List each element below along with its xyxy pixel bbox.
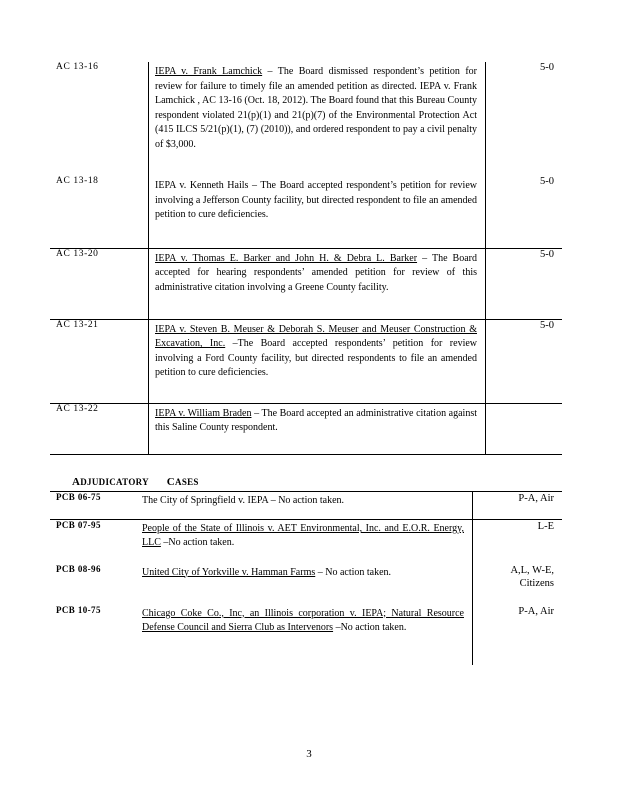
board-actions-table	[50, 62, 562, 455]
case-summary: – The Board accepted an administrative citation against this Saline County respondent.	[155, 407, 477, 434]
case-title: Chicago Coke Co., Inc, an Illinois corporation v. IEPA; Natural Resource Defense Council and Sierra Club as Intervenors	[142, 607, 464, 633]
result-line: P-A, Air	[518, 605, 554, 617]
section-heading-adjudicatory-cases	[72, 476, 199, 488]
table-row	[50, 520, 562, 564]
table-row	[50, 248, 562, 319]
case-title: IEPA v. Thomas E. Barker and John H. & Debra L. Barker	[155, 252, 418, 264]
case-title: IEPA v. Kenneth Hails	[155, 180, 249, 191]
table-row	[50, 492, 562, 520]
case-number: PCB 07-95	[56, 520, 101, 530]
case-summary: – The Board dismissed respondent’s petition for review for failure to timely file an amended petition as directed. IEPA v. Frank Lamchick , AC 13-16 (Oct. 18, 2012). The Board found that this Bureau County respondent violated 21(p)(1) and 21(p)(7) of the Environmental Protection Act (415 ILCS 5/21(p)(1), (7) (2010)), and ordered respondent to pay a civil penalty of $3,000.	[155, 66, 477, 150]
heading-rest: DJUDICATORY	[80, 477, 149, 487]
case-title: IEPA v. William Braden	[155, 407, 252, 419]
adjudicatory-cases-table	[50, 491, 562, 665]
case-summary: –No action taken.	[160, 537, 235, 549]
table-row	[50, 319, 562, 403]
case-number: AC 13-20	[50, 248, 149, 319]
table-row	[50, 403, 562, 454]
case-summary: –No action taken.	[333, 621, 407, 633]
case-summary: –The Board accepted respondents’ petition for review involving a Ford County facility, but directed respondents to file an amended petition to cure deficiencies.	[155, 338, 478, 379]
page-number: 3	[306, 748, 312, 760]
case-number: AC 13-22	[50, 403, 149, 454]
case-description	[136, 492, 473, 520]
heading-initial: C	[166, 476, 176, 488]
case-description	[149, 403, 486, 454]
case-result	[473, 520, 563, 564]
heading-rest: ASES	[175, 477, 199, 487]
case-result	[473, 605, 563, 665]
case-title: IEPA v. Steven B. Meuser & Deborah S. Meuser and Meuser Construction & Excavation, Inc.	[155, 323, 477, 350]
result-line: Citizens	[519, 578, 554, 590]
case-title: United City of Yorkville v. Hamman Farms	[142, 566, 316, 578]
case-number: PCB 08-96	[56, 563, 101, 574]
case-number: AC 13-21	[50, 319, 149, 403]
case-description	[136, 605, 473, 665]
case-title: IEPA v. Frank Lamchick	[155, 66, 263, 77]
result-line: P-A, Air	[518, 493, 554, 504]
case-summary: – The Board accepted for hearing respondents’ amended petition for review of this administrative citation involving a Greene County facility.	[155, 252, 477, 293]
case-description	[136, 520, 473, 564]
table-row	[50, 176, 562, 248]
result-line: A,L, W-E,	[510, 564, 554, 576]
case-number: AC 13-16	[56, 62, 99, 72]
heading-initial: A	[72, 476, 81, 488]
vote-tally	[486, 403, 563, 454]
vote-tally: 5-0	[486, 176, 563, 248]
case-summary: – No action taken.	[315, 566, 392, 578]
case-number: AC 13-18	[50, 176, 149, 248]
case-result	[473, 564, 563, 605]
vote-tally: 5-0	[486, 319, 563, 403]
case-title: People of the State of Illinois v. AET Environmental, Inc. and E.O.R. Energy, LLC	[142, 523, 464, 549]
result-line: L-E	[537, 521, 554, 532]
case-summary: – No action taken.	[268, 495, 345, 506]
vote-tally: 5-0	[486, 248, 563, 319]
case-description	[149, 319, 486, 403]
case-summary: – The Board accepted respondent’s petition for review involving a Jefferson County facility, but directed respondent to file an amended petition to cure deficiencies.	[155, 180, 477, 221]
table-row	[50, 62, 562, 176]
case-description	[149, 176, 486, 248]
table-row	[50, 605, 562, 665]
case-description	[149, 248, 486, 319]
case-description	[136, 564, 473, 605]
case-title: The City of Springfield v. IEPA	[142, 495, 269, 506]
case-number: PCB 06-75	[50, 492, 136, 520]
table-row	[50, 564, 562, 605]
case-number: PCB 10-75	[56, 604, 101, 615]
case-result	[473, 492, 563, 520]
vote-tally: 5-0	[540, 62, 554, 73]
case-description	[149, 62, 486, 176]
